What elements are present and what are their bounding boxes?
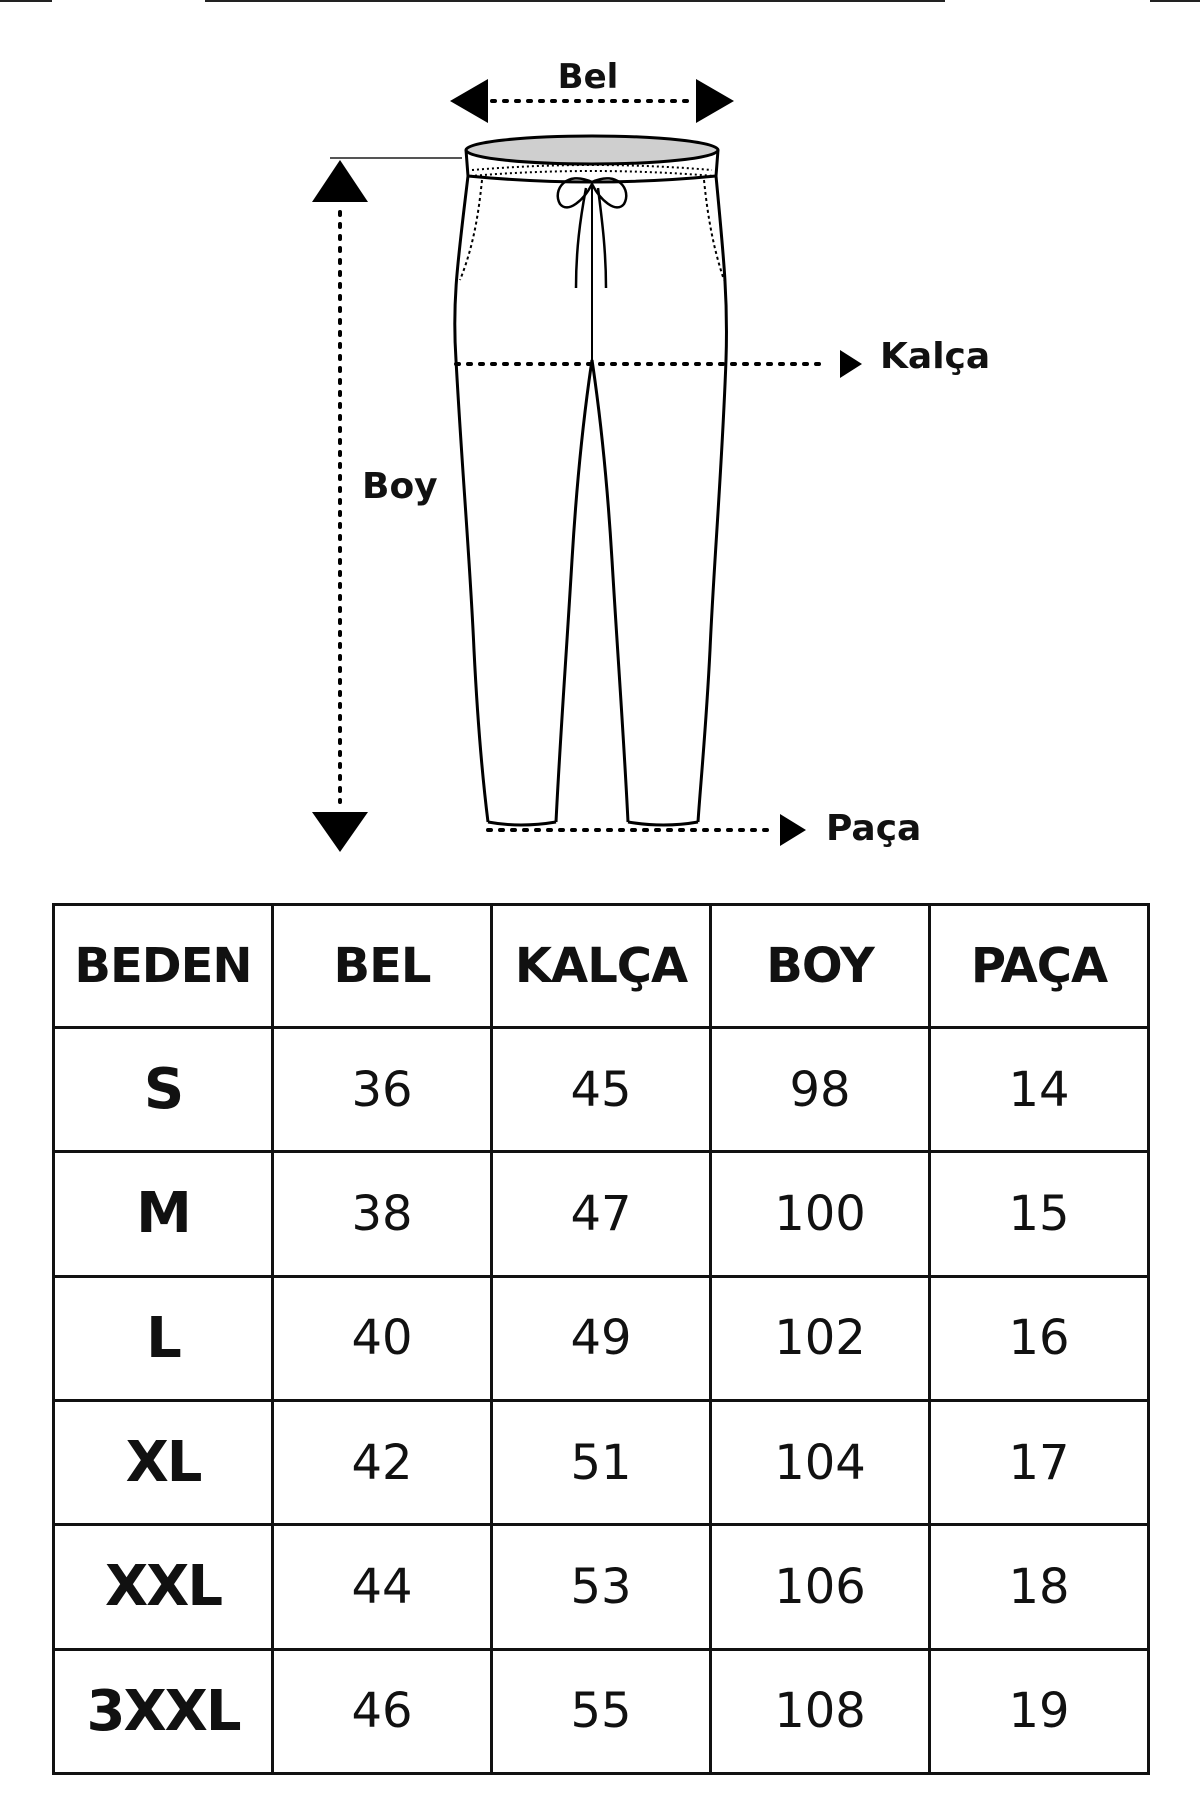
- cell-length: 108: [711, 1649, 930, 1773]
- cell-waist: 46: [273, 1649, 492, 1773]
- arrow-up-icon: [312, 160, 368, 202]
- cell-size: XXL: [54, 1525, 273, 1649]
- cell-size: M: [54, 1152, 273, 1276]
- cell-hip: 45: [492, 1028, 711, 1152]
- table-row: [54, 1028, 1149, 1152]
- hip-label: Kalça: [880, 336, 991, 377]
- cell-hem: 17: [930, 1400, 1149, 1524]
- cell-hip: 49: [492, 1276, 711, 1400]
- cell-hem: 18: [930, 1525, 1149, 1649]
- header-size: BEDEN: [54, 905, 273, 1028]
- header-hem: PAÇA: [930, 905, 1149, 1028]
- table-row: [54, 1152, 1149, 1276]
- size-chart-table: [52, 903, 1150, 1775]
- cell-hem: 19: [930, 1649, 1149, 1773]
- cell-hem: 14: [930, 1028, 1149, 1152]
- cell-waist: 44: [273, 1525, 492, 1649]
- cell-waist: 42: [273, 1400, 492, 1524]
- cell-size: XL: [54, 1400, 273, 1524]
- cell-waist: 38: [273, 1152, 492, 1276]
- cell-hip: 55: [492, 1649, 711, 1773]
- cell-length: 104: [711, 1400, 930, 1524]
- header-hip: KALÇA: [492, 905, 711, 1028]
- hem-measure: [488, 808, 921, 849]
- arrow-right-icon: [840, 350, 862, 378]
- waist-label: Bel: [557, 57, 619, 97]
- cell-size: S: [54, 1028, 273, 1152]
- cell-length: 106: [711, 1525, 930, 1649]
- table-row: [54, 1525, 1149, 1649]
- trousers-icon: [455, 136, 727, 825]
- cell-hem: 15: [930, 1152, 1149, 1276]
- arrow-down-icon: [312, 812, 368, 852]
- cell-length: 102: [711, 1276, 930, 1400]
- arrow-right-icon: [780, 814, 806, 846]
- table-header-row: [54, 905, 1149, 1028]
- hip-measure: [456, 336, 990, 378]
- cell-hip: 47: [492, 1152, 711, 1276]
- cell-size: L: [54, 1276, 273, 1400]
- cell-length: 100: [711, 1152, 930, 1276]
- table-row: [54, 1649, 1149, 1773]
- arrow-left-icon: [450, 79, 488, 123]
- table-row: [54, 1400, 1149, 1524]
- cell-hem: 16: [930, 1276, 1149, 1400]
- cell-length: 98: [711, 1028, 930, 1152]
- table-row: [54, 1276, 1149, 1400]
- hem-label: Paça: [826, 808, 922, 849]
- cell-waist: 36: [273, 1028, 492, 1152]
- arrow-right-icon: [696, 79, 734, 123]
- length-measure: [312, 158, 462, 852]
- cell-waist: 40: [273, 1276, 492, 1400]
- length-label: Boy: [362, 466, 438, 507]
- waist-measure: [450, 57, 734, 123]
- header-length: BOY: [711, 905, 930, 1028]
- cell-hip: 53: [492, 1525, 711, 1649]
- cell-hip: 51: [492, 1400, 711, 1524]
- header-waist: BEL: [273, 905, 492, 1028]
- cell-size: 3XXL: [54, 1649, 273, 1773]
